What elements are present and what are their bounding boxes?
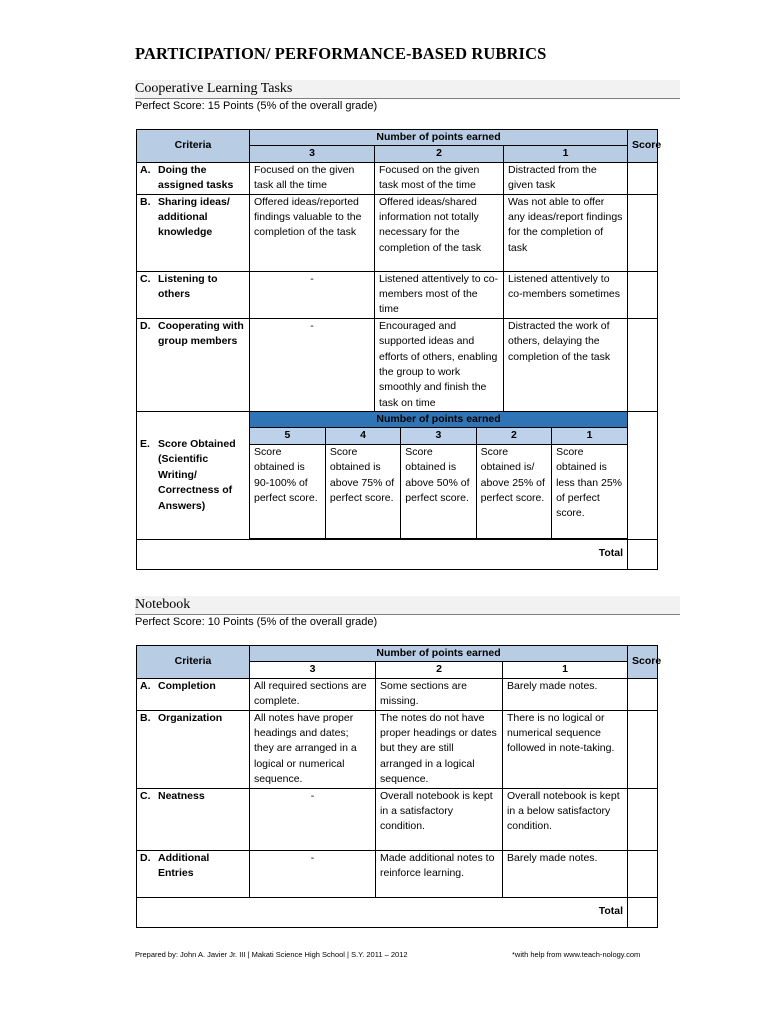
score-descriptor-4: Score obtained is above 75% of perfect score. bbox=[325, 444, 400, 538]
points-3-header: 3 bbox=[250, 146, 375, 162]
descriptor-3: All notes have proper headings and dates; they are arranged in a logical or numerical sequence. bbox=[250, 710, 376, 788]
points-2-header: 2 bbox=[375, 146, 504, 162]
criteria-header: Criteria bbox=[137, 646, 250, 679]
descriptor-2: Focused on the given task most of the time bbox=[375, 162, 504, 194]
section-heading-notebook: Notebook bbox=[135, 596, 680, 615]
criteria-label: Additional Entries bbox=[158, 851, 210, 880]
descriptor-3: - bbox=[250, 850, 376, 897]
descriptor-1: Was not able to offer any ideas/report findings for the completion of task bbox=[504, 194, 628, 271]
total-label: Total bbox=[137, 897, 628, 927]
criteria-label: Completion bbox=[158, 679, 216, 692]
points-5-header: 5 bbox=[250, 428, 325, 444]
descriptor-2: Encouraged and supported ideas and efforts of others, enabling the group to work smoothly and finish the task on time bbox=[375, 318, 504, 411]
points-earned-header: Number of points earned bbox=[250, 646, 628, 662]
points-4-header: 4 bbox=[325, 428, 400, 444]
table-row bbox=[137, 318, 658, 411]
points-earned-subheader: Number of points earned bbox=[250, 412, 627, 426]
score-cell bbox=[628, 850, 658, 897]
descriptor-3: - bbox=[250, 788, 376, 850]
score-cell bbox=[628, 710, 658, 788]
criteria-label: Score Obtained (Scientific Writing/ Correctness of Answers) bbox=[158, 437, 236, 512]
criteria-cell bbox=[137, 318, 250, 411]
descriptor-3: - bbox=[250, 271, 375, 318]
descriptor-2: Offered ideas/shared information not totally necessary for the completion of the task bbox=[375, 194, 504, 271]
cooperative-rubric-table bbox=[136, 129, 662, 570]
score-header: Score bbox=[628, 130, 658, 163]
table-row bbox=[137, 162, 658, 194]
descriptor-3: Offered ideas/reported findings valuable to the completion of the task bbox=[250, 194, 375, 271]
criteria-label: Neatness bbox=[158, 789, 205, 802]
criteria-label: Doing the assigned tasks bbox=[158, 163, 234, 192]
criteria-cell bbox=[137, 412, 250, 539]
score-cell bbox=[628, 162, 658, 194]
descriptor-3: All required sections are complete. bbox=[250, 678, 376, 710]
page-title: PARTICIPATION/ PERFORMANCE-BASED RUBRICS bbox=[135, 44, 547, 63]
points-1-header: 1 bbox=[504, 146, 628, 162]
descriptor-2: Listened attentively to co-members most of the time bbox=[375, 271, 504, 318]
criteria-letter: D. bbox=[140, 319, 151, 332]
points-2-header: 2 bbox=[376, 662, 503, 678]
footer-prepared-by: Prepared by: John A. Javier Jr. III | Makati Science High School | S.Y. 2011 – 2012 bbox=[135, 950, 408, 959]
score-cell bbox=[628, 788, 658, 850]
section-heading-cooperative: Cooperative Learning Tasks bbox=[135, 80, 680, 99]
score-cell bbox=[628, 412, 658, 539]
criteria-cell bbox=[137, 162, 250, 194]
total-score-cell bbox=[628, 539, 658, 569]
descriptor-3: Focused on the given task all the time bbox=[250, 162, 375, 194]
criteria-cell bbox=[137, 271, 250, 318]
table-row bbox=[137, 710, 658, 788]
score-cell bbox=[628, 194, 658, 271]
descriptor-1: Barely made notes. bbox=[503, 850, 628, 897]
descriptor-3: - bbox=[250, 318, 375, 411]
score-cell bbox=[628, 271, 658, 318]
descriptor-1: Distracted the work of others, delaying the completion of the task bbox=[504, 318, 628, 411]
criteria-letter: A. bbox=[140, 163, 151, 176]
criteria-letter: C. bbox=[140, 272, 151, 285]
criteria-label: Listening to others bbox=[158, 272, 218, 301]
score-obtained-subtable-cell bbox=[250, 412, 628, 539]
descriptor-2: Made additional notes to reinforce learning. bbox=[376, 850, 503, 897]
points-1-header: 1 bbox=[552, 428, 627, 444]
header-row bbox=[137, 646, 658, 662]
criteria-label: Organization bbox=[158, 711, 223, 724]
points-2-header: 2 bbox=[476, 428, 551, 444]
criteria-cell bbox=[137, 710, 250, 788]
points-1-header: 1 bbox=[503, 662, 628, 678]
criteria-letter: B. bbox=[140, 195, 151, 208]
points-3-header: 3 bbox=[250, 662, 376, 678]
criteria-letter: C. bbox=[140, 789, 151, 802]
descriptor-1: Overall notebook is kept in a below satisfactory condition. bbox=[503, 788, 628, 850]
total-score-cell bbox=[628, 897, 658, 927]
descriptor-1: Distracted from the given task bbox=[504, 162, 628, 194]
points-earned-band bbox=[250, 412, 627, 428]
descriptor-2: Overall notebook is kept in a satisfactory condition. bbox=[376, 788, 503, 850]
descriptor-1: Listened attentively to co-members sometimes bbox=[504, 271, 628, 318]
score-descriptor-5: Score obtained is 90-100% of perfect score. bbox=[250, 444, 325, 538]
criteria-header: Criteria bbox=[137, 130, 250, 163]
criteria-letter: D. bbox=[140, 851, 151, 864]
table-row bbox=[137, 412, 658, 539]
criteria-letter: B. bbox=[140, 711, 151, 724]
perfect-score-cooperative: Perfect Score: 15 Points (5% of the overall grade) bbox=[135, 100, 378, 112]
criteria-cell bbox=[137, 850, 250, 897]
header-row bbox=[137, 130, 658, 146]
criteria-label: Sharing ideas/ additional knowledge bbox=[158, 195, 230, 239]
criteria-label: Cooperating with group members bbox=[158, 319, 244, 348]
criteria-cell bbox=[137, 678, 250, 710]
points-earned-header: Number of points earned bbox=[250, 130, 628, 146]
descriptor-1: There is no logical or numerical sequence followed in note-taking. bbox=[503, 710, 628, 788]
descriptor-2: The notes do not have proper headings or dates but they are still arranged in a logical sequence. bbox=[376, 710, 503, 788]
score-descriptor-2: Score obtained is/ above 25% of perfect score. bbox=[476, 444, 551, 538]
descriptor-1: Barely made notes. bbox=[503, 678, 628, 710]
table-row bbox=[137, 788, 658, 850]
score-cell bbox=[628, 678, 658, 710]
score-cell bbox=[628, 318, 658, 411]
table-row bbox=[137, 850, 658, 897]
score-header: Score bbox=[628, 646, 658, 679]
points-3-header: 3 bbox=[401, 428, 476, 444]
table-row bbox=[137, 271, 658, 318]
score-descriptor-1: Score obtained is less than 25% of perfect score. bbox=[552, 444, 627, 538]
total-row bbox=[137, 897, 658, 927]
criteria-letter: E. bbox=[140, 437, 150, 450]
table-row bbox=[137, 678, 658, 710]
footer-credit: *with help from www.teach-nology.com bbox=[512, 950, 641, 959]
score-descriptor-3: Score obtained is above 50% of perfect score. bbox=[401, 444, 476, 538]
criteria-letter: A. bbox=[140, 679, 151, 692]
criteria-cell bbox=[137, 194, 250, 271]
table-row bbox=[137, 194, 658, 271]
perfect-score-notebook: Perfect Score: 10 Points (5% of the overall grade) bbox=[135, 616, 378, 628]
criteria-cell bbox=[137, 788, 250, 850]
descriptor-2: Some sections are missing. bbox=[376, 678, 503, 710]
score-obtained-subtable bbox=[250, 412, 627, 538]
total-row bbox=[137, 539, 658, 569]
total-label: Total bbox=[137, 539, 628, 569]
notebook-rubric-table bbox=[136, 645, 662, 928]
